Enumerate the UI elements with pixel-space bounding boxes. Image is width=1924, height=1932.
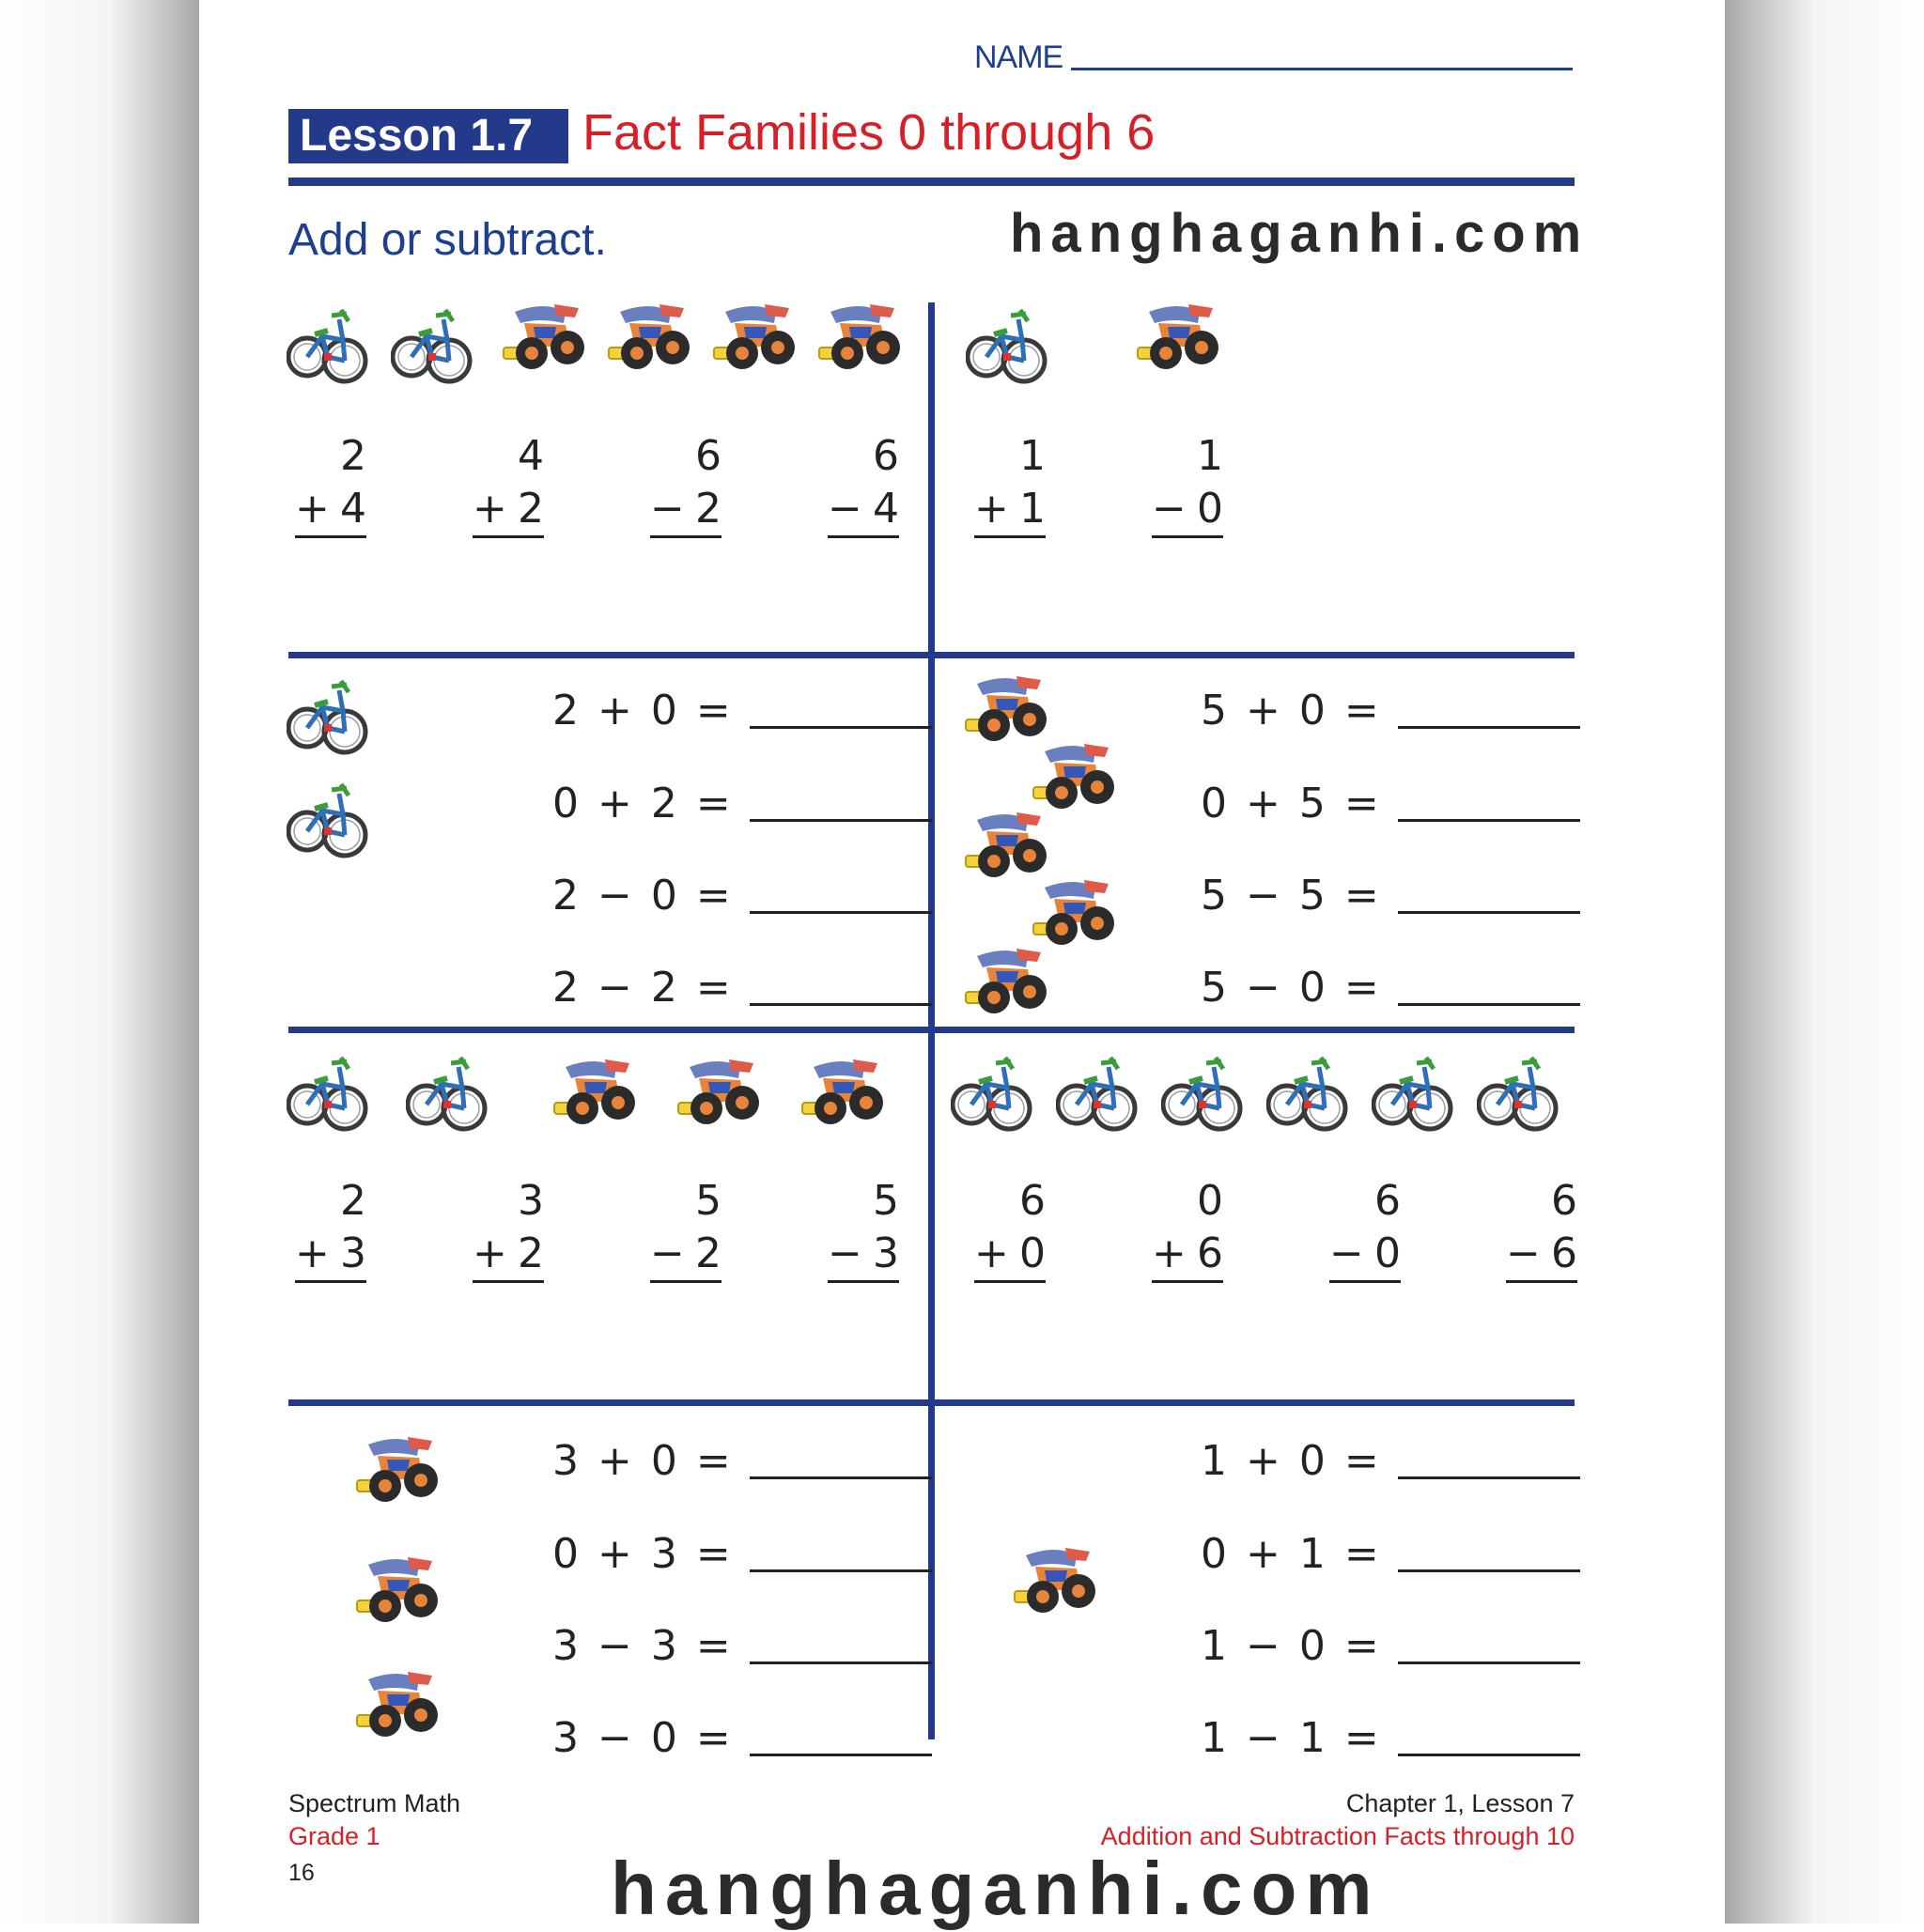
problem-top: 0 [1197, 1177, 1223, 1225]
problem-operator: − [1329, 1229, 1364, 1277]
vertical-problem [1152, 430, 1223, 538]
equation-text: 2 + 0 = [552, 687, 731, 734]
bicycle-icon [1056, 1046, 1139, 1141]
problem-top: 6 [1019, 1177, 1046, 1225]
equation-row [552, 1432, 932, 1485]
problem-top: 6 [695, 432, 722, 480]
problem-operator: − [828, 485, 862, 533]
tricycle-icon [603, 295, 693, 379]
watermark-top: hanghaganhi.com [1010, 203, 1590, 264]
equation-text: 0 + 2 = [552, 780, 731, 827]
lesson-title: Fact Families 0 through 6 [582, 104, 1156, 161]
bicycle-icon [1372, 1046, 1454, 1141]
footer-chapter: Chapter 1, Lesson 7 [1345, 1789, 1575, 1817]
equation-row [552, 1617, 932, 1670]
answer-blank[interactable] [750, 911, 932, 914]
title-divider [288, 178, 1575, 186]
name-field[interactable] [1071, 68, 1573, 70]
tricycle-icon [797, 1050, 887, 1134]
equation-row [552, 775, 932, 827]
problem-bottom: 3 [340, 1229, 366, 1277]
problem-top: 6 [1374, 1177, 1401, 1225]
equation-text: 0 + 5 = [1201, 780, 1379, 827]
vertical-problem [295, 1175, 366, 1283]
equation-text: 3 + 0 = [552, 1437, 731, 1485]
answer-blank[interactable] [1398, 1662, 1580, 1664]
problem-top: 6 [1551, 1177, 1577, 1225]
right-page-shadow [1725, 0, 1924, 1924]
vertical-problem [1329, 1175, 1401, 1283]
equation-row [1201, 1709, 1580, 1762]
answer-blank[interactable] [750, 1662, 932, 1664]
bicycle-icon [287, 299, 369, 394]
bicycle-icon [287, 1046, 369, 1141]
footer-topic: Addition and Subtraction Facts through 10 [1100, 1822, 1575, 1850]
problem-operator: + [473, 485, 507, 533]
vertical-problem [295, 430, 366, 538]
problem-operator: − [828, 1229, 862, 1277]
equation-text: 3 − 0 = [552, 1714, 731, 1762]
bicycle-icon [287, 773, 369, 868]
tricycle-icon [673, 1050, 763, 1134]
equation-row [1201, 867, 1580, 920]
problem-top: 5 [695, 1177, 722, 1225]
instructions: Add or subtract. [288, 215, 607, 265]
answer-blank[interactable] [750, 1003, 932, 1006]
vertical-problem [828, 430, 899, 538]
vertical-problem [974, 1175, 1046, 1283]
bicycle-icon [1266, 1046, 1349, 1141]
problem-bottom: 3 [873, 1229, 899, 1277]
problem-bottom: 0 [1197, 485, 1223, 533]
bicycle-icon [1477, 1046, 1559, 1141]
tricycle-icon [1009, 1538, 1099, 1622]
answer-blank[interactable] [1398, 1754, 1580, 1756]
problem-operator: − [1152, 485, 1187, 533]
lesson-badge: Lesson 1.7 [288, 109, 568, 163]
equation-text: 1 + 0 = [1201, 1437, 1379, 1485]
bicycle-icon [951, 1046, 1033, 1141]
bicycle-icon [1161, 1046, 1244, 1141]
equation-row [552, 682, 932, 734]
footer-book: Spectrum Math [288, 1789, 461, 1817]
problem-top: 6 [873, 432, 899, 480]
answer-blank[interactable] [750, 1476, 932, 1479]
vertical-problem [650, 1175, 722, 1283]
vertical-problem [974, 430, 1046, 538]
equation-text: 2 − 2 = [552, 964, 731, 1012]
equation-text: 5 + 0 = [1201, 687, 1379, 734]
answer-blank[interactable] [750, 1569, 932, 1572]
equation-row [552, 867, 932, 920]
problem-operator: + [295, 1229, 330, 1277]
problem-operator: − [1506, 1229, 1541, 1277]
answer-blank[interactable] [750, 819, 932, 822]
bicycle-icon [406, 1046, 489, 1141]
footer-grade: Grade 1 [288, 1822, 380, 1850]
problem-bottom: 2 [695, 1229, 722, 1277]
name-label: NAME [974, 39, 1063, 75]
problem-bottom: 0 [1374, 1229, 1401, 1277]
vertical-problem [473, 1175, 544, 1283]
equation-row [1201, 682, 1580, 734]
tricycle-icon [498, 295, 588, 379]
vertical-problem [650, 430, 722, 538]
problem-operator: + [1152, 1229, 1187, 1277]
vertical-problem [473, 430, 544, 538]
problem-top: 3 [518, 1177, 544, 1225]
problem-bottom: 0 [1019, 1229, 1046, 1277]
problem-bottom: 4 [873, 485, 899, 533]
problem-bottom: 6 [1197, 1229, 1223, 1277]
equation-text: 5 − 0 = [1201, 964, 1379, 1012]
problem-top: 1 [1019, 432, 1046, 480]
equation-row [1201, 959, 1580, 1012]
equation-text: 0 + 3 = [552, 1530, 731, 1578]
vertical-problem [828, 1175, 899, 1283]
problem-bottom: 1 [1019, 485, 1046, 533]
equation-row [1201, 1525, 1580, 1578]
problem-bottom: 4 [340, 485, 366, 533]
bicycle-icon [966, 299, 1048, 394]
equation-row [1201, 775, 1580, 827]
page-number: 16 [288, 1860, 315, 1886]
answer-blank[interactable] [1398, 1569, 1580, 1572]
equation-row [1201, 1432, 1580, 1485]
watermark-bottom: hanghaganhi.com [611, 1847, 1381, 1930]
equation-text: 0 + 1 = [1201, 1530, 1379, 1578]
answer-blank[interactable] [1398, 1476, 1580, 1479]
problem-top: 2 [340, 432, 366, 480]
problem-bottom: 2 [695, 485, 722, 533]
equation-row [1201, 1617, 1580, 1670]
equation-row [552, 1709, 932, 1762]
problem-bottom: 2 [518, 1229, 544, 1277]
equation-text: 3 − 3 = [552, 1622, 731, 1670]
answer-blank[interactable] [1398, 819, 1580, 822]
equation-text: 2 − 0 = [552, 872, 731, 920]
problem-operator: + [974, 1229, 1009, 1277]
problem-operator: − [650, 485, 685, 533]
tricycle-icon [549, 1050, 639, 1134]
problem-operator: − [650, 1229, 685, 1277]
equation-text: 1 − 1 = [1201, 1714, 1379, 1762]
problem-operator: + [974, 485, 1009, 533]
problem-bottom: 6 [1551, 1229, 1577, 1277]
bicycle-icon [287, 670, 369, 765]
problem-top: 5 [873, 1177, 899, 1225]
tricycle-icon [708, 295, 799, 379]
tricycle-icon [960, 939, 1050, 1023]
left-page-shadow [0, 0, 199, 1924]
answer-blank[interactable] [1398, 911, 1580, 914]
bicycle-icon [391, 299, 473, 394]
answer-blank[interactable] [1398, 726, 1580, 729]
vertical-problem [1152, 1175, 1223, 1283]
tricycle-icon [351, 1662, 442, 1746]
answer-blank[interactable] [1398, 1003, 1580, 1006]
problem-top: 4 [518, 432, 544, 480]
problem-top: 1 [1197, 432, 1223, 480]
problem-top: 2 [340, 1177, 366, 1225]
problem-operator: + [473, 1229, 507, 1277]
tricycle-icon [351, 1428, 442, 1511]
equation-text: 5 − 5 = [1201, 872, 1379, 920]
column-divider [928, 302, 935, 1739]
problem-operator: + [295, 485, 330, 533]
equation-text: 1 − 0 = [1201, 1622, 1379, 1670]
answer-blank[interactable] [750, 1754, 932, 1756]
problem-bottom: 2 [518, 485, 544, 533]
tricycle-icon [351, 1548, 442, 1631]
tricycle-icon [1132, 295, 1222, 379]
tricycle-icon [814, 295, 904, 379]
equation-row [552, 959, 932, 1012]
vertical-problem [1506, 1175, 1577, 1283]
equation-row [552, 1525, 932, 1578]
answer-blank[interactable] [750, 726, 932, 729]
